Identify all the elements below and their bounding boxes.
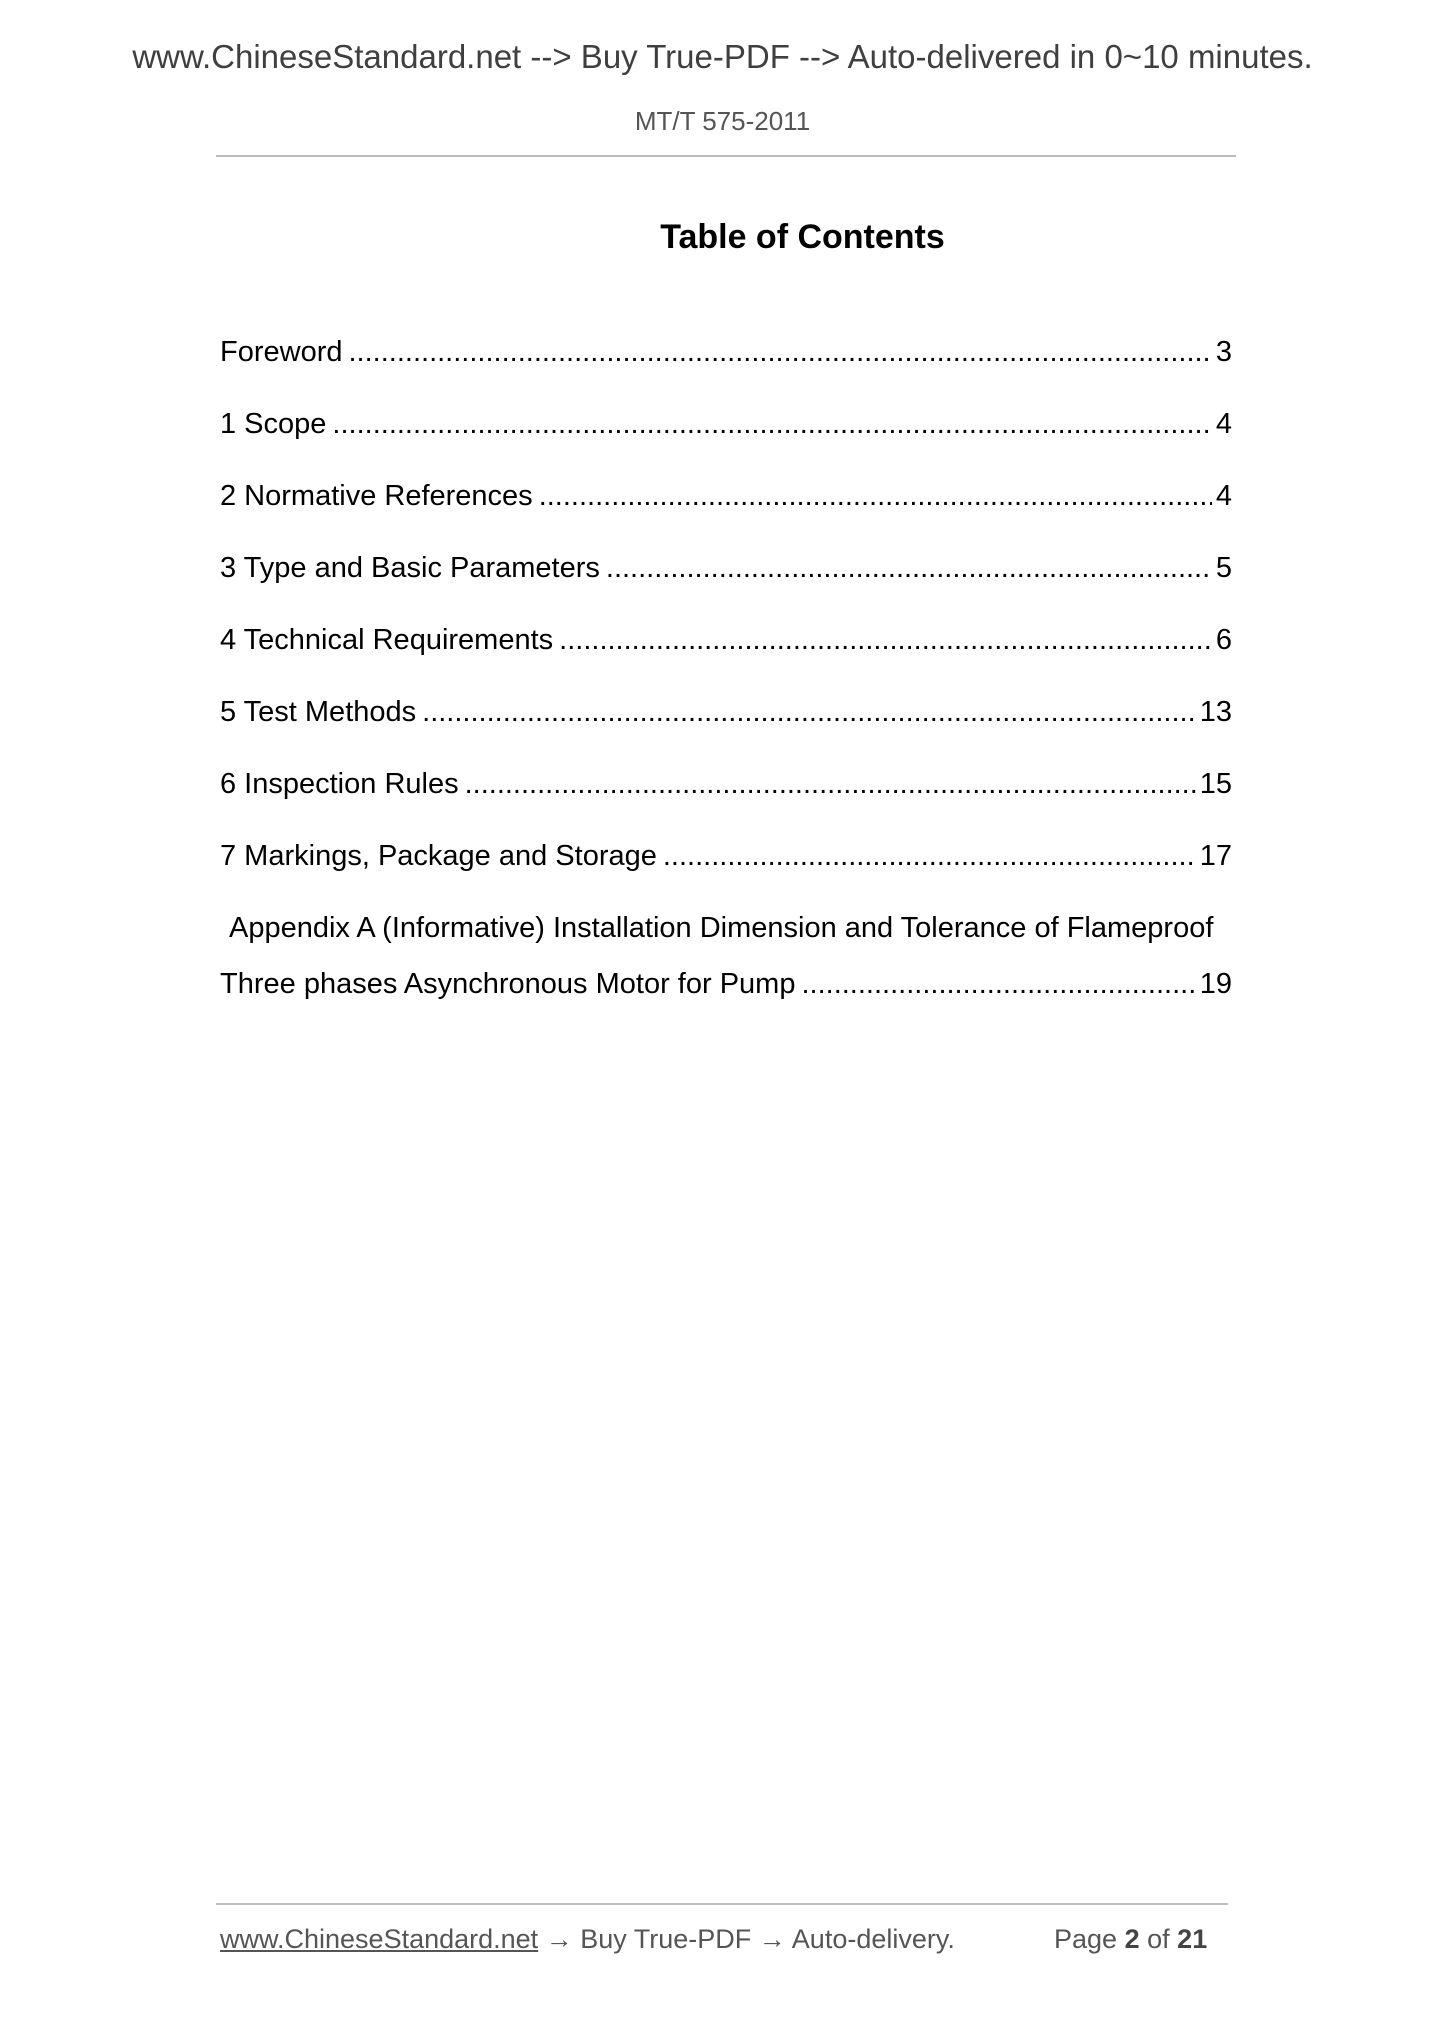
toc-leader-dots bbox=[422, 696, 1196, 729]
toc-entry-page: 19 bbox=[1199, 968, 1232, 1000]
toc-entry-appendix-a[interactable] bbox=[220, 912, 1232, 1040]
toc-entry-label: Foreword bbox=[220, 336, 343, 368]
toc-entry-label: 7 Markings, Package and Storage bbox=[220, 840, 657, 872]
page-indicator bbox=[1054, 1924, 1207, 1955]
arrow-right-icon: → bbox=[545, 1924, 573, 1954]
toc-appendix-title-line1: Appendix A (Informative) Installation Dimension and Tolerance of Flameproof bbox=[229, 912, 1214, 944]
arrow-right-icon: → bbox=[758, 1924, 786, 1954]
page-current: 2 bbox=[1124, 1924, 1140, 1954]
toc-leader-dots bbox=[332, 408, 1211, 441]
of-word: of bbox=[1147, 1924, 1170, 1954]
page-total: 21 bbox=[1177, 1924, 1208, 1954]
toc-leader-dots bbox=[349, 336, 1212, 369]
toc-title: Table of Contents bbox=[660, 218, 945, 256]
footer-delivery-text: Auto-delivery. bbox=[791, 1924, 955, 1954]
toc-entry-page: 15 bbox=[1199, 768, 1232, 800]
page-word: Page bbox=[1054, 1924, 1118, 1954]
toc-entry-page: 13 bbox=[1199, 696, 1232, 728]
toc-leader-dots bbox=[801, 968, 1195, 1001]
toc-entry-label: 5 Test Methods bbox=[220, 696, 417, 728]
toc-leader-dots bbox=[559, 624, 1212, 657]
footer-left bbox=[220, 1924, 955, 1955]
toc-entry-label: 2 Normative References bbox=[220, 480, 533, 512]
toc-entry-page: 17 bbox=[1199, 840, 1232, 872]
table-of-contents bbox=[220, 336, 1232, 1040]
toc-entry-page: 3 bbox=[1215, 336, 1232, 368]
toc-leader-dots bbox=[663, 840, 1196, 873]
toc-entry-technical-requirements[interactable] bbox=[220, 624, 1232, 696]
toc-leader-dots bbox=[606, 552, 1212, 585]
toc-appendix-title-line2-row bbox=[220, 968, 1232, 1040]
toc-leader-dots bbox=[465, 768, 1196, 801]
document-number: MT/T 575-2011 bbox=[634, 106, 811, 136]
toc-entry-label: 6 Inspection Rules bbox=[220, 768, 459, 800]
toc-entry-page: 5 bbox=[1215, 552, 1232, 584]
footer-divider bbox=[216, 1903, 1228, 1905]
toc-entry-label: 3 Type and Basic Parameters bbox=[220, 552, 600, 584]
toc-entry-scope[interactable] bbox=[220, 408, 1232, 480]
toc-entry-inspection-rules[interactable] bbox=[220, 768, 1232, 840]
toc-appendix-title-line2: Three phases Asynchronous Motor for Pump bbox=[220, 968, 796, 1000]
toc-entry-foreword[interactable] bbox=[220, 336, 1232, 408]
toc-leader-dots bbox=[539, 480, 1212, 513]
toc-entry-page: 4 bbox=[1215, 480, 1232, 512]
toc-entry-test-methods[interactable] bbox=[220, 696, 1232, 768]
toc-entry-normative-references[interactable] bbox=[220, 480, 1232, 552]
toc-entry-type-and-basic-parameters[interactable] bbox=[220, 552, 1232, 624]
toc-entry-page: 4 bbox=[1215, 408, 1232, 440]
toc-entry-label: 4 Technical Requirements bbox=[220, 624, 554, 656]
header-banner: www.ChineseStandard.net --> Buy True-PDF --> Auto-delivered in 0~10 minutes. bbox=[132, 38, 1313, 75]
toc-entry-label: 1 Scope bbox=[220, 408, 327, 440]
footer-website-link[interactable]: www.ChineseStandard.net bbox=[220, 1924, 539, 1954]
toc-entry-page: 6 bbox=[1215, 624, 1232, 656]
footer-buy-text: Buy True-PDF bbox=[580, 1924, 752, 1954]
toc-entry-markings-package-storage[interactable] bbox=[220, 840, 1232, 912]
header-divider bbox=[216, 155, 1236, 157]
